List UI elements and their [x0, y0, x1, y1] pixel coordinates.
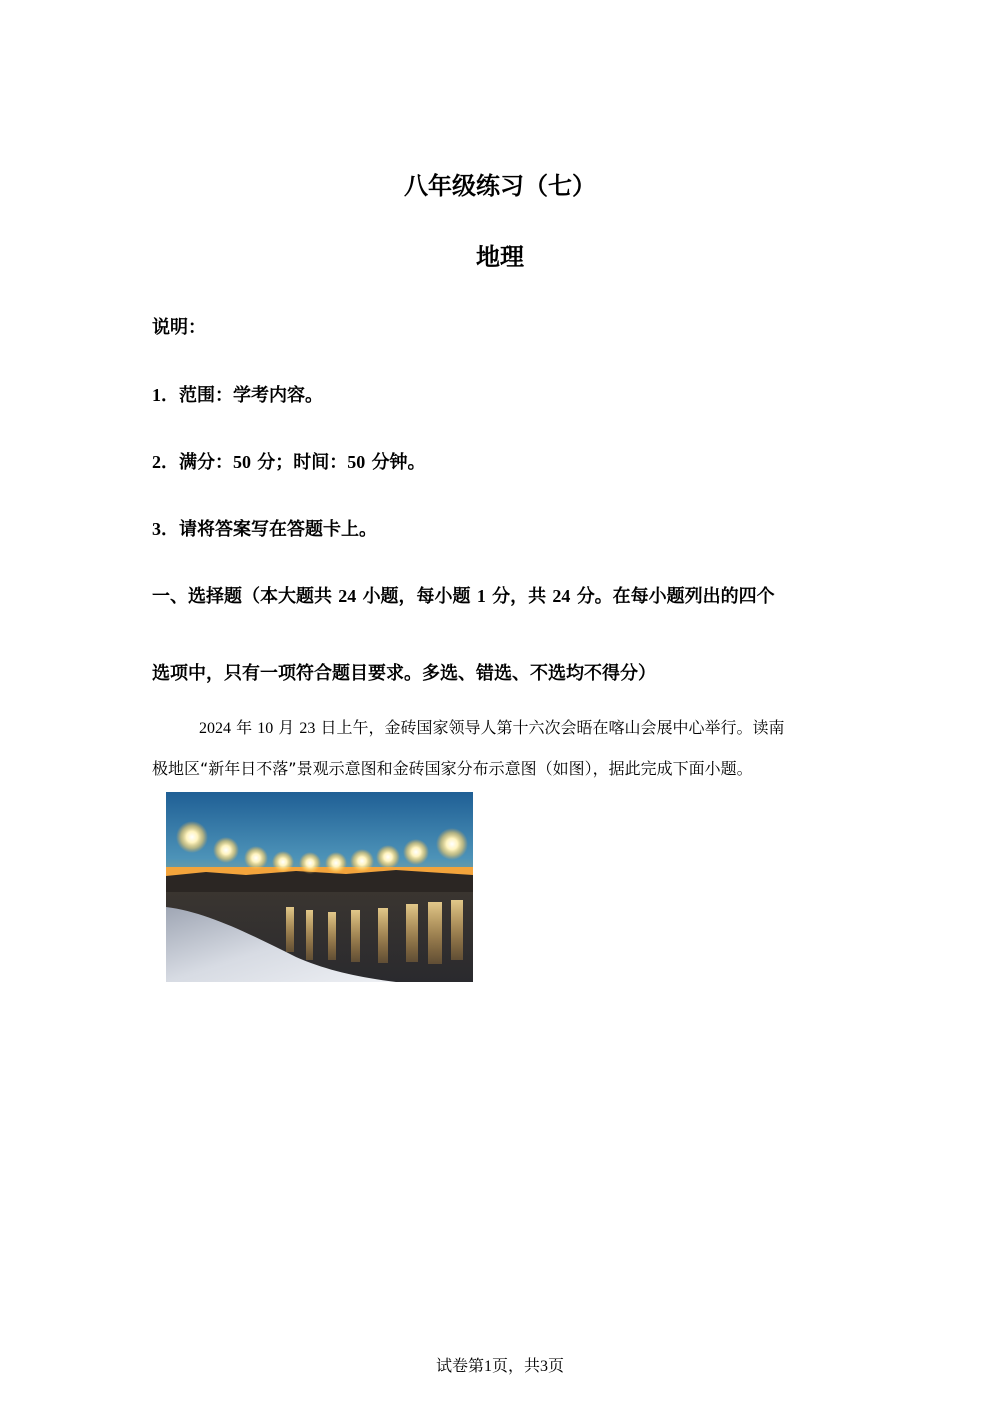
midnight-sun-photo: [166, 792, 473, 982]
note-text: 分钟。: [371, 452, 426, 473]
stem-text: 年: [236, 718, 253, 737]
total-pages: 3: [540, 1358, 548, 1375]
note-text: 满分：: [179, 452, 233, 473]
footer-text: 页: [548, 1356, 565, 1375]
stem-text: 日上午，金砖国家领导人第十六次会晤在喀山会展中心举行。读南: [320, 718, 785, 737]
question-stem-line-2: 极地区“新年日不落”景观示意图和金砖国家分布示意图（如图），据此完成下面小题。: [152, 759, 753, 778]
question-stem-line-1: [199, 717, 834, 740]
page-footer: [0, 1355, 1000, 1378]
full-score: 50: [233, 452, 251, 472]
points-each: 1: [476, 586, 486, 606]
note-number: 1．: [152, 385, 179, 405]
notes-heading: 说明：: [152, 317, 206, 338]
section-text: 一、选择题（本大题共: [152, 586, 332, 607]
note-text: 范围：学考内容。: [179, 385, 323, 406]
date-day: 23: [299, 720, 316, 737]
time-limit: 50: [347, 452, 366, 472]
footer-text: 页，共: [491, 1356, 540, 1375]
section-text: 分。在每小题列出的四个: [576, 586, 775, 607]
note-number: 2．: [152, 452, 179, 472]
section-text: 分，共: [492, 586, 547, 607]
stem-text: 月: [278, 718, 295, 737]
section-heading: [152, 584, 775, 609]
note-item-1: [152, 383, 323, 408]
note-text: 分；时间：: [257, 452, 348, 473]
section-heading-continued: 选项中，只有一项符合题目要求。多选、错选、不选均不得分）: [152, 663, 656, 684]
note-item-2: [152, 450, 426, 475]
current-page: 1: [483, 1358, 492, 1375]
note-text: 请将答案写在答题卡上。: [179, 519, 377, 540]
note-number: 3．: [152, 519, 179, 539]
question-count: 24: [338, 586, 357, 606]
subject-title: 地理: [476, 243, 524, 271]
note-item-3: [152, 517, 377, 542]
points-total: 24: [552, 586, 571, 606]
date-year: 2024: [199, 720, 231, 737]
date-month: 10: [257, 720, 274, 737]
section-text: 小题，每小题: [362, 586, 471, 607]
footer-text: 试卷第: [435, 1356, 484, 1375]
exam-title: 八年级练习（七）: [404, 172, 596, 200]
